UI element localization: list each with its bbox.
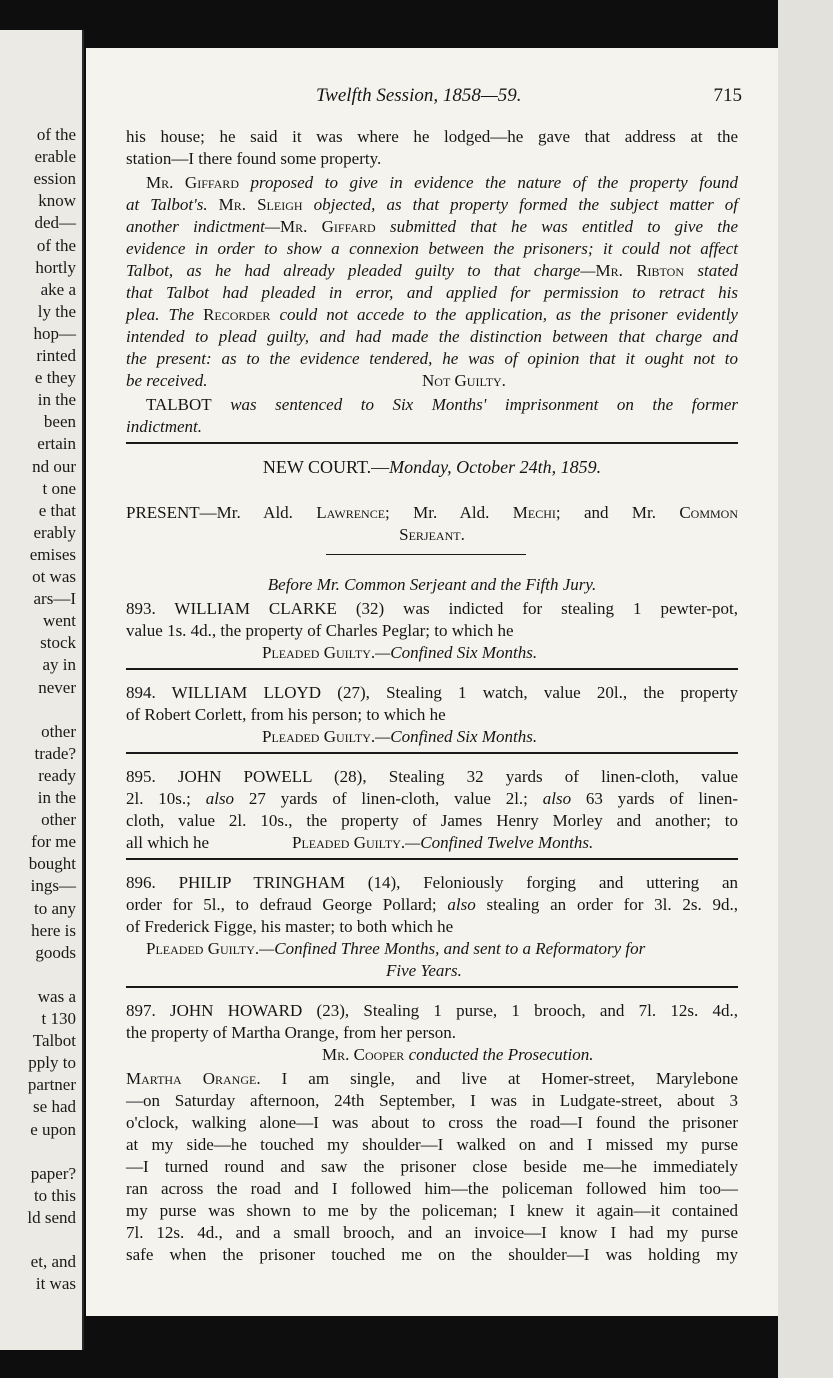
testimony-line: 7l. 12s. 4d., and a small brooch, and an invoice—I know I had my purse: [126, 1223, 738, 1242]
left-page-fragment-line: ertain: [37, 434, 76, 454]
left-page-fragment-line: hortly: [35, 257, 76, 277]
left-page-fragment-line: for me: [31, 832, 76, 852]
plea: Pleaded Guilty.: [146, 939, 260, 958]
left-page-fragment-line: went: [42, 611, 76, 631]
left-page-fragment-line: Talbot: [32, 1031, 76, 1051]
text-line: intended to plead guilty, and had made the distinction between that charge and: [126, 327, 738, 346]
text-span: also: [447, 895, 476, 914]
left-page-fragment-line: ot was: [32, 567, 76, 586]
text-line: that Talbot had pleaded in error, and applied for permission to retract his: [126, 283, 738, 302]
page-number: 715: [713, 85, 742, 106]
court-name: NEW COURT.—: [262, 457, 390, 477]
plea: Pleaded Guilty.: [292, 833, 406, 852]
text-span: stealing an order for 3l. 2s. 9d.,: [475, 895, 738, 914]
text-line: [126, 218, 738, 235]
left-page-fragment-line: other: [41, 721, 76, 741]
case-line: 893. WILLIAM CLARKE (32) was indicted for stealing 1 pewter-pot,: [126, 599, 738, 618]
present-line: [126, 504, 738, 521]
speaker-name: Recorder: [203, 305, 271, 324]
left-page-fragment-line: t one: [42, 478, 76, 498]
plea: Pleaded Guilty.: [262, 643, 376, 662]
case-line: 896. PHILIP TRINGHAM (14), Feloniously forging and uttering an: [126, 873, 738, 892]
left-page-fragment-line: ession: [33, 169, 76, 189]
case-line: cloth, value 2l. 10s., the property of James Henry Morley and another; to: [126, 811, 738, 830]
case-line: 894. WILLIAM LLOYD (27), Stealing 1 watch, value 20l., the property: [126, 683, 738, 702]
speaker-name: Mr. Giffard: [280, 217, 376, 236]
left-page-fragment-line: emises: [29, 544, 76, 564]
text-line: the present: as to the evidence tendered, he was of opinion that it ought not to: [126, 349, 738, 368]
text-span: submitted that he was entitled to give the: [375, 217, 739, 236]
text-line: indictment.: [126, 417, 203, 436]
official-name: Common: [679, 503, 738, 522]
case-line: of Robert Corlett, from his person; to which he: [126, 705, 446, 724]
text-line: station—I there found some property.: [126, 149, 382, 168]
left-page-fragment-line: it was: [35, 1274, 76, 1294]
sentence: —Confined Three Months, and sent to a Reformatory for: [259, 939, 646, 958]
left-page-fragment-line: erably: [33, 522, 76, 542]
text-line: evidence in order to show a connexion between the prisoners; it could not affect: [126, 239, 738, 258]
left-page-fragment-line: here is: [31, 920, 76, 940]
left-page-fragment-line: was a: [37, 986, 76, 1006]
counsel-name: Mr. Cooper: [322, 1045, 405, 1064]
plea-line: [146, 940, 645, 957]
text-line: [126, 306, 738, 323]
text-span: plea. The: [126, 305, 204, 324]
left-page-fragment-line: nd our: [32, 456, 76, 476]
case-line: the property of Martha Orange, from her person.: [126, 1023, 456, 1042]
case-rule: [126, 752, 738, 754]
left-page-fragment-line: ded—: [34, 213, 76, 233]
testimony-line: —I turned round and saw the prisoner close beside me—he immediately: [126, 1157, 738, 1176]
text-span: objected, as that property formed the subject matter of: [302, 195, 739, 214]
left-page-fragment-line: et, and: [30, 1252, 76, 1272]
left-page-fragment-line: se had: [33, 1097, 76, 1117]
text-span: 2l. 10s.;: [126, 789, 206, 808]
text-line: [126, 262, 738, 279]
testimony-line: safe when the prisoner touched me on the shoulder—I was holding my: [126, 1245, 738, 1264]
case-rule: [126, 986, 738, 988]
text-span: order for 5l., to defraud George Pollard;: [126, 895, 448, 914]
left-page-fragment-line: been: [43, 412, 76, 432]
left-page-fragment-line: partner: [27, 1075, 76, 1095]
court-date: Monday, October 24th, 1859.: [389, 457, 602, 477]
plea-line: [262, 644, 537, 661]
text-span: was sentenced to Six Months' imprisonment on the former: [211, 395, 738, 414]
text-span: 27 yards of linen-cloth, value 2l.;: [234, 789, 543, 808]
case-line: of Frederick Figge, his master; to both which he: [126, 917, 454, 936]
left-page-fragment-line: ly the: [37, 301, 76, 321]
left-page-fragment-line: bought: [28, 854, 76, 874]
left-page-fragment-line: goods: [35, 942, 76, 962]
verdict: Not Guilty.: [422, 371, 506, 390]
text-span: stated: [684, 261, 738, 280]
speaker-name: Mr. Giffard: [146, 173, 239, 192]
text-span: another indictment—: [126, 217, 281, 236]
text-span: proposed to give in evidence the nature of the property found: [238, 173, 738, 192]
counsel-line: [322, 1046, 593, 1063]
left-page-fragment-line: erable: [34, 147, 76, 167]
left-page-fragment-line: t 130: [41, 1009, 76, 1028]
left-page-fragment-line: stock: [40, 633, 76, 653]
text-line: [146, 396, 738, 413]
testimony-line: my purse was shown to me by the policeman; I knew it again—it contained: [126, 1201, 738, 1220]
testimony-line: ran across the road and I followed him—the policeman followed him too—: [126, 1179, 738, 1198]
plea: Pleaded Guilty.: [262, 727, 376, 746]
witness-name: Martha Orange.: [126, 1069, 261, 1088]
left-page-fragment-line: paper?: [30, 1163, 76, 1183]
text-span: ; and Mr.: [555, 503, 680, 522]
left-page-fragment-line: in the: [37, 788, 76, 807]
defendant-name: TALBOT: [146, 395, 212, 414]
testimony-line: —on Saturday afternoon, 24th September, I was in Ludgate-street, about 3: [126, 1091, 738, 1110]
left-page-fragment-line: to this: [33, 1185, 76, 1205]
left-page-fragment-line: ars—I: [33, 589, 76, 609]
left-page-fragment-line: ings—: [30, 876, 76, 896]
text-span: 63 yards of linen-: [571, 789, 739, 808]
case-line: [126, 790, 738, 807]
case-rule: [126, 858, 738, 860]
left-page-fragment-line: other: [41, 810, 76, 830]
sentence: —Confined Twelve Months.: [405, 833, 594, 852]
left-page-fragment-line: in the: [37, 390, 76, 410]
text-span: Talbot, as he had already pleaded guilty to that charge—: [126, 261, 596, 280]
alderman-name: Lawrence: [316, 503, 386, 522]
case-line: 895. JOHN POWELL (28), Stealing 32 yards of linen-cloth, value: [126, 767, 738, 786]
left-page-fragment: [0, 30, 84, 1350]
left-page-fragment-line: know: [38, 191, 76, 211]
text-span: also: [542, 789, 572, 808]
short-rule: [326, 554, 526, 555]
text-span: at Talbot's.: [126, 195, 219, 214]
case-line: [126, 896, 738, 913]
left-page-fragment-line: pply to: [28, 1053, 76, 1073]
case-rule: [126, 668, 738, 670]
text-span: I am single, and live at Homer-street, Marylebone: [260, 1069, 738, 1088]
text-span: ; Mr. Ald.: [385, 503, 513, 522]
section-rule: [126, 442, 738, 444]
left-page-fragment-line: of the: [36, 235, 76, 255]
left-page-fragment-line: never: [38, 677, 76, 697]
speaker-name: Mr. Sleigh: [218, 195, 303, 214]
sentence-cont: Five Years.: [386, 961, 462, 980]
left-page-fragment-line: rinted: [36, 346, 76, 365]
text-span: also: [205, 789, 235, 808]
testimony-line: [126, 1070, 738, 1087]
left-page-fragment-line: ake a: [40, 279, 76, 299]
testimony-line: o'clock, walking alone—I was about to cross the road—I found the prisoner: [126, 1113, 738, 1132]
text-line: be received.: [126, 371, 208, 390]
alderman-name: Mechi: [512, 503, 556, 522]
left-page-fragment-line: e they: [34, 368, 76, 388]
testimony-line: at my side—he touched my shoulder—I walked on and I missed my purse: [126, 1135, 738, 1154]
text-span: conducted the Prosecution.: [404, 1045, 594, 1064]
left-page-fragment-line: of the: [36, 125, 76, 144]
case-line: all which he: [126, 833, 210, 852]
text-line: [126, 196, 738, 213]
present-line-2: Serjeant.: [399, 525, 465, 544]
text-span: could not accede to the application, as the prisoner evidently: [270, 305, 738, 324]
case-line: 897. JOHN HOWARD (23), Stealing 1 purse, 1 brooch, and 7l. 12s. 4d.,: [126, 1001, 738, 1020]
left-page-fragment-line: e upon: [30, 1119, 76, 1139]
left-page-fragment-line: ready: [38, 765, 76, 785]
sentence: —Confined Six Months.: [375, 727, 538, 746]
left-page-fragment-line: ld send: [27, 1207, 76, 1227]
right-page-edge: [778, 0, 833, 1378]
left-page-fragment-line: trade?: [34, 743, 76, 763]
text-span: PRESENT—Mr. Ald.: [126, 503, 317, 522]
text-line: his house; he said it was where he lodged—he gave that address at the: [126, 127, 738, 146]
speaker-name: Mr. Ribton: [595, 261, 684, 280]
left-page-fragment-line: to any: [33, 898, 76, 918]
text-line: [146, 174, 738, 191]
plea-line: [262, 728, 537, 745]
jury-line: Before Mr. Common Serjeant and the Fifth Jury.: [267, 575, 597, 594]
plea-line: [292, 834, 593, 851]
sentence: —Confined Six Months.: [375, 643, 538, 662]
left-page-fragment-line: hop—: [33, 323, 76, 343]
book-page: [86, 48, 778, 1316]
running-header-title: Twelfth Session, 1858—59.: [316, 85, 522, 106]
case-line: value 1s. 4d., the property of Charles Peglar; to which he: [126, 621, 514, 640]
left-page-fragment-line: e that: [38, 500, 76, 520]
left-page-fragment-line: ay in: [42, 655, 76, 675]
court-heading: [126, 458, 738, 476]
